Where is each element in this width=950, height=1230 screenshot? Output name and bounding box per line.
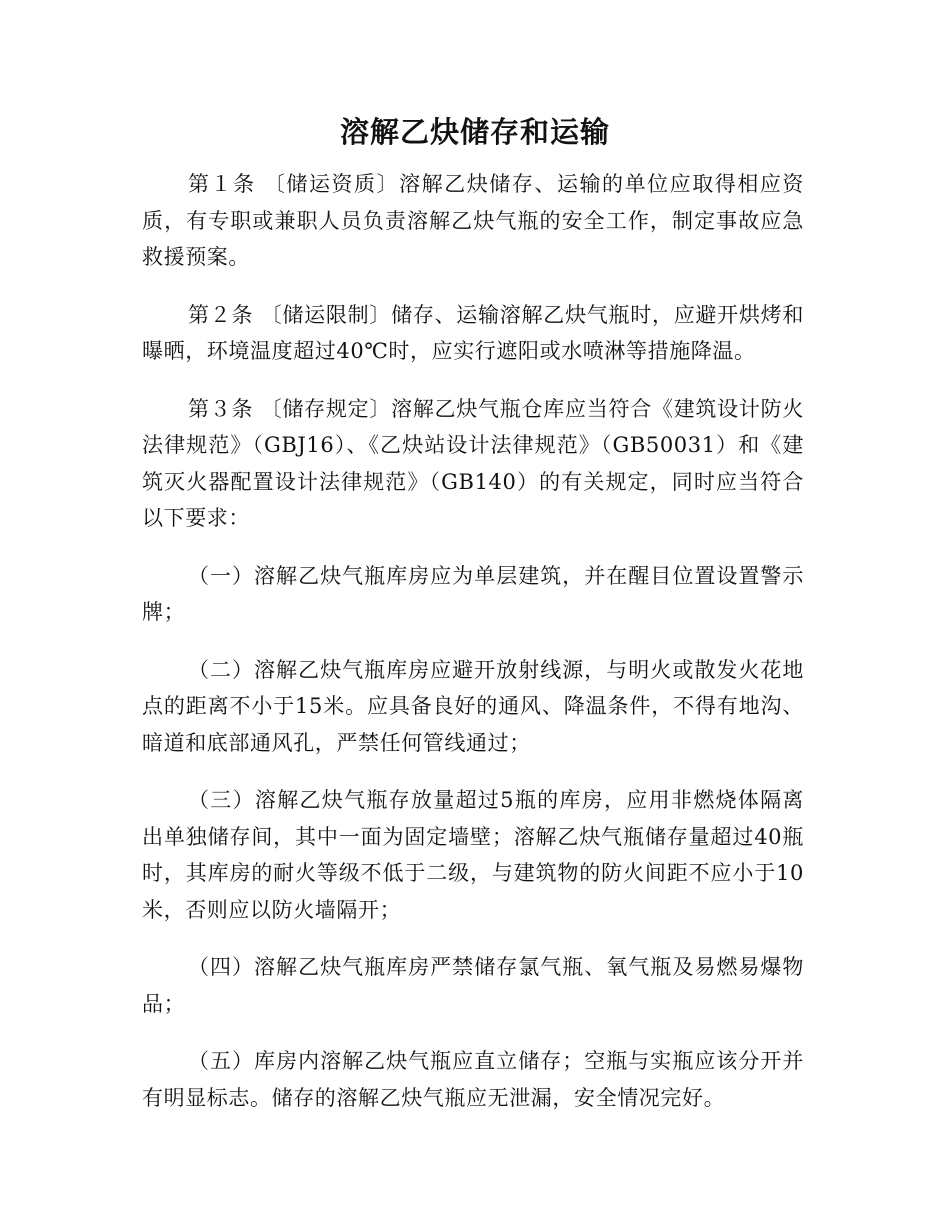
article-3-paragraph: 第３条 〔储存规定〕溶解乙炔气瓶仓库应当符合《建筑设计防火法律规范》（GBJ16）、《乙炔站设计法律规范》（GB50031）和《建筑灭火器配置设计法律规范》（GB140）的有关规定，同时应当符合以下要求：: [142, 396, 804, 530]
requirement-4-paragraph: （四）溶解乙炔气瓶库房严禁储存氯气瓶、氧气瓶及易燃易爆物品；: [142, 955, 804, 1016]
article-2-paragraph: 第２条 〔储运限制〕储存、运输溶解乙炔气瓶时，应避开烘烤和曝晒，环境温度超过40℃时，应实行遮阳或水喷淋等措施降温。: [142, 302, 804, 363]
requirement-5-paragraph: （五）库房内溶解乙炔气瓶应直立储存；空瓶与实瓶应该分开并有明显标志。储存的溶解乙炔气瓶应无泄漏，安全情况完好。: [142, 1049, 804, 1110]
document-body: [142, 166, 804, 1137]
requirement-3-paragraph: （三）溶解乙炔气瓶存放量超过5瓶的库房，应用非燃烧体隔离出单独储存间，其中一面为固定墙壁；溶解乙炔气瓶储存量超过40瓶时，其库房的耐火等级不低于二级，与建筑物的防火间距不应小于10米，否则应以防火墙隔开；: [142, 788, 804, 922]
article-1-paragraph: 第１条 〔储运资质〕溶解乙炔储存、运输的单位应取得相应资质，有专职或兼职人员负责溶解乙炔气瓶的安全工作，制定事故应急救援预案。: [142, 172, 804, 269]
document-title: 溶解乙炔储存和运输: [339, 115, 610, 149]
requirement-1-paragraph: （一）溶解乙炔气瓶库房应为单层建筑，并在醒目位置设置警示牌；: [142, 563, 804, 624]
requirement-2-paragraph: （二）溶解乙炔气瓶库房应避开放射线源，与明火或散发火花地点的距离不小于15米。应具备良好的通风、降温条件，不得有地沟、暗道和底部通风孔，严禁任何管线通过；: [142, 657, 804, 755]
